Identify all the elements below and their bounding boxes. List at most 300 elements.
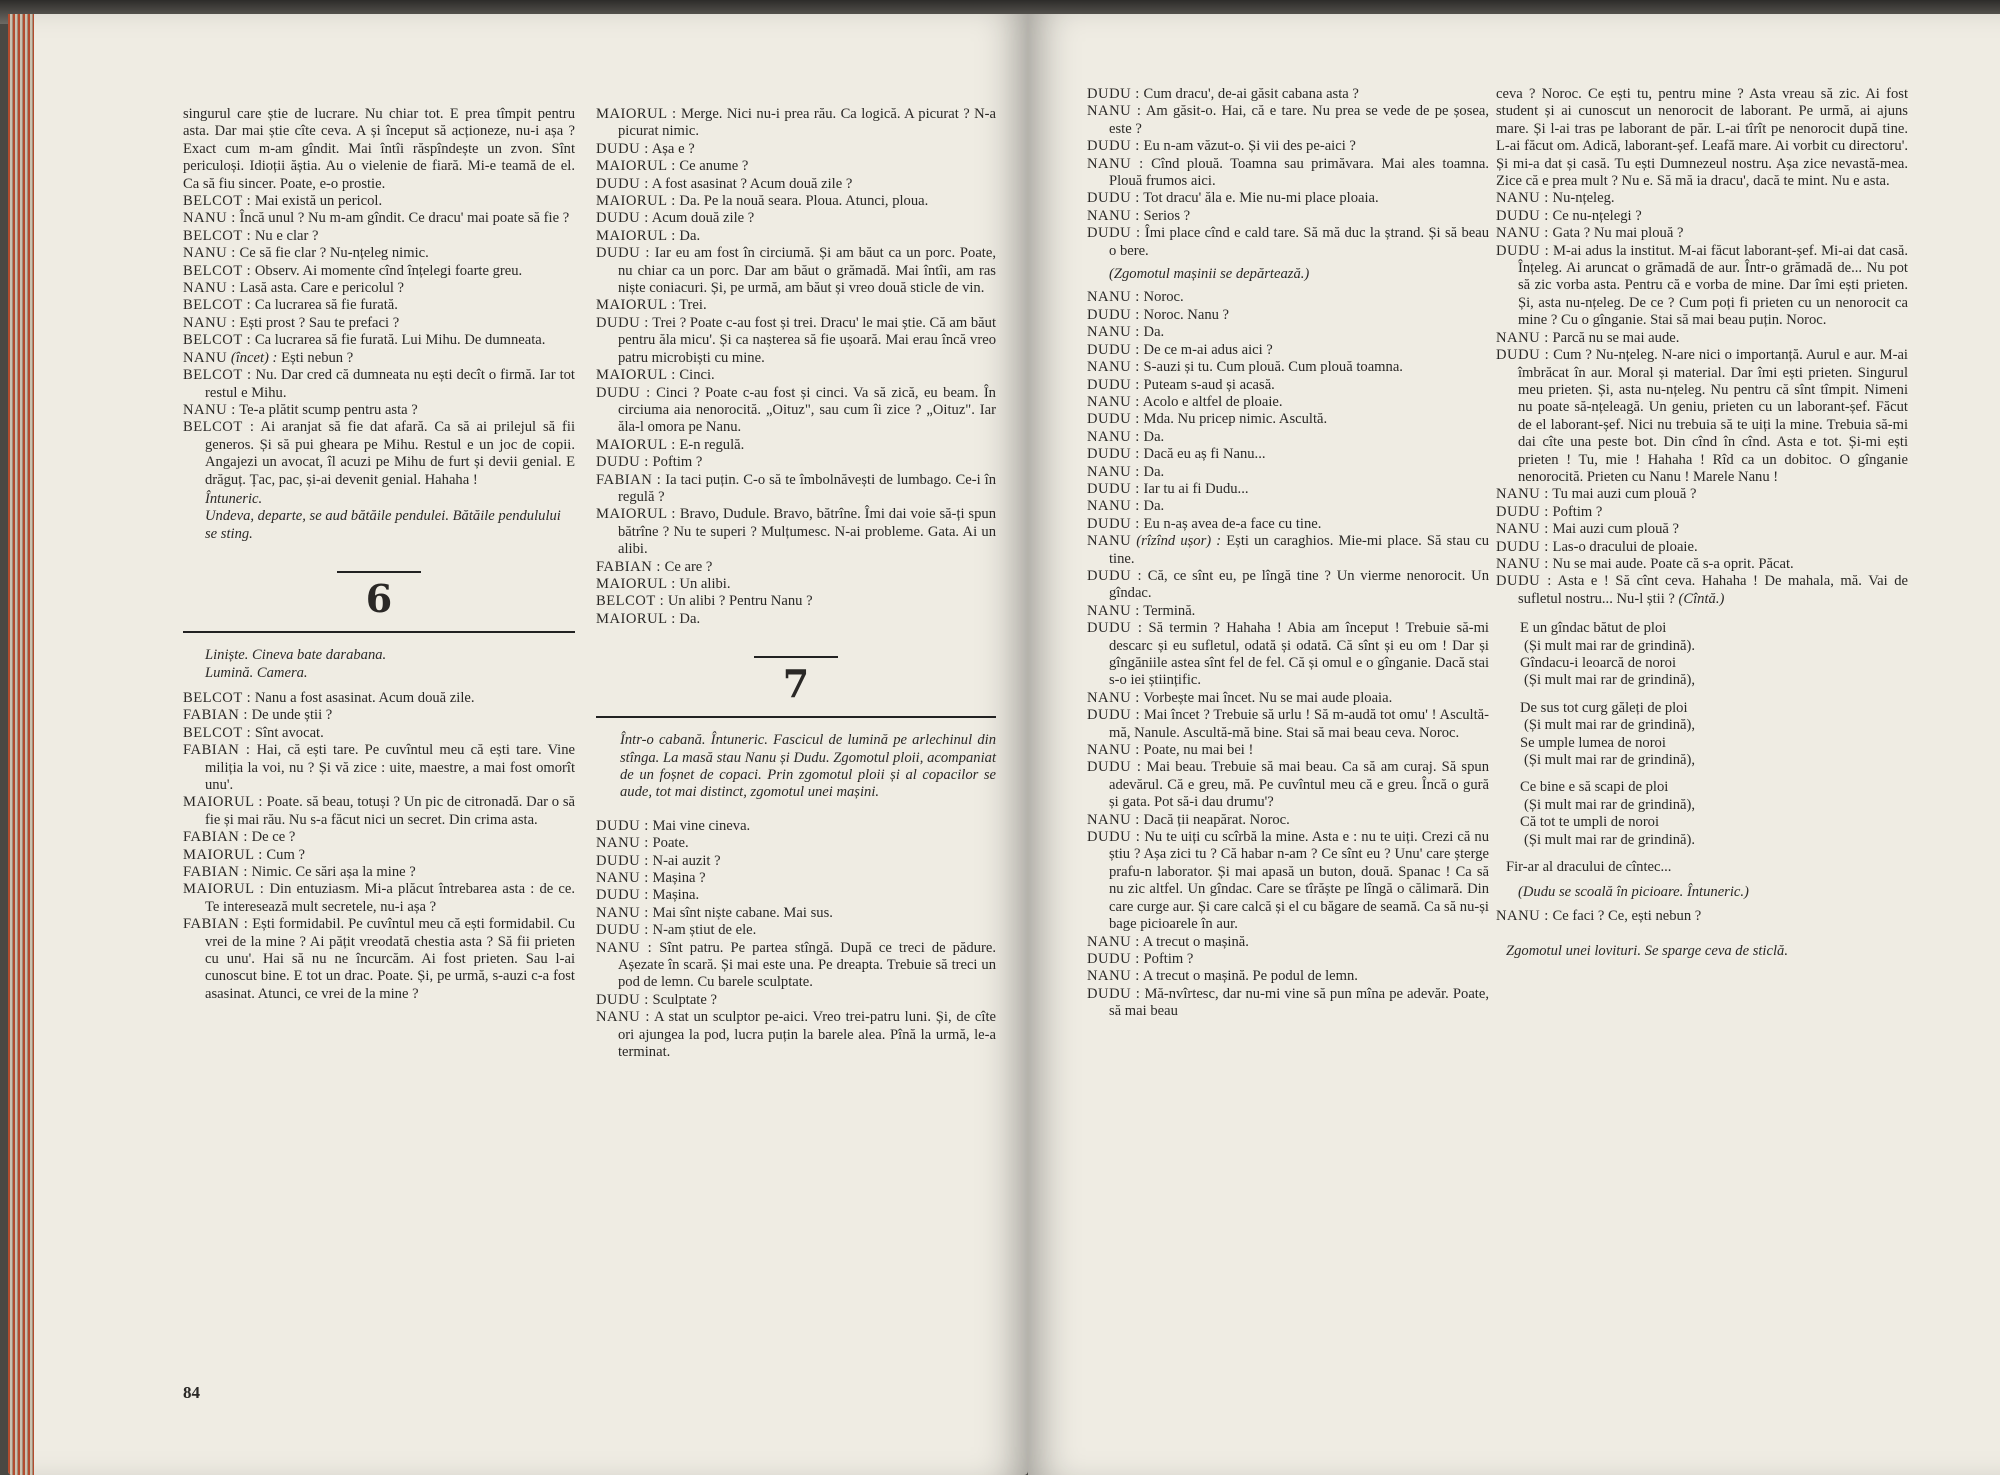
line-text: Da. <box>1143 324 1165 341</box>
speaker-name: DUDU : <box>1087 567 1142 584</box>
dialogue-line <box>596 576 996 593</box>
stage-direction-text: (Dudu se scoală în picioare. Întuneric.) <box>1518 884 1749 901</box>
scene-number: 6 <box>365 576 393 622</box>
dialogue-line <box>1087 377 1489 394</box>
dialogue-line <box>596 193 996 210</box>
line-text: Dacă ții neapărat. Noroc. <box>1143 811 1290 828</box>
section-rule <box>754 656 838 658</box>
speaker-name: DUDU : <box>1496 538 1549 555</box>
line-text: Mai încet ? Trebuie să urlu ! Să m-audă tot omu' ! Ascultă-mă, Nanule. Ascultă-mă bine. Stai să mai beau ceva. Noroc. <box>1109 707 1489 741</box>
speaker-name: NANU : <box>1087 359 1140 376</box>
scene5-text <box>183 106 575 489</box>
dialogue-line <box>183 881 575 916</box>
speaker-name: NANU <box>183 349 228 366</box>
inline-direction: (Cîntă.) <box>1678 590 1725 607</box>
song-stanza <box>1520 620 1908 690</box>
line-text: Tu mai auzi cum plouă ? <box>1552 486 1697 503</box>
speaker-name: DUDU : <box>596 210 649 227</box>
dialogue-line <box>596 593 996 610</box>
dialogue-line <box>596 853 996 870</box>
line-text: Ce anume ? <box>679 158 749 175</box>
speaker-name: NANU : <box>1496 486 1549 503</box>
line-text: Să termin ? Hahaha ! Abia am început ! Trebuie să-mi descarc și eu sufletul, odată și odată. Că sînt și eu om ! Dar și gîngăniile astea sînt fel de fel. Că și omul e o gînganie. Dacă stai s-o iei științific. <box>1109 620 1489 689</box>
speaker-name: MAIORUL : <box>596 158 676 175</box>
speaker-name: BELCOT : <box>183 367 252 384</box>
stage-direction-text: (Zgomotul mașinii se depărtează.) <box>1109 266 1310 283</box>
line-text: Merge. Nici nu-i prea rău. Ca logică. A picurat ? N-a picurat nimic. <box>618 106 996 140</box>
speaker-name: DUDU : <box>596 175 649 192</box>
line-text: Ia taci puțin. C-o să te îmbolnăvești de lumbago. Ce-i în regulă ? <box>618 471 996 505</box>
dialogue-line <box>183 742 575 794</box>
dialogue-line <box>596 385 996 437</box>
dialogue-line <box>1496 908 1908 925</box>
dialogue-line <box>1087 411 1489 428</box>
speaker-name: NANU : <box>1087 602 1140 619</box>
line-text: Te-a plătit scump pentru asta ? <box>239 401 418 418</box>
dialogue-line <box>1087 533 1489 568</box>
dialogue-line <box>183 297 575 314</box>
left-column-1 <box>183 106 575 1003</box>
direction-line: Întuneric. <box>205 490 263 507</box>
line-text: Cum dracu', de-ai găsit cabana asta ? <box>1143 86 1359 102</box>
song-stanza <box>1520 700 1908 770</box>
line-text: Ești prost ? Sau te prefaci ? <box>239 314 400 331</box>
line-text: Poftim ? <box>1552 503 1603 520</box>
line-text: Mai există un pericol. <box>254 193 383 210</box>
dialogue-line <box>596 940 996 992</box>
dialogue-line <box>1087 289 1489 306</box>
speaker-name: DUDU : <box>1087 138 1140 155</box>
speaker-name: DUDU : <box>1087 86 1140 102</box>
dialogue-line <box>183 367 575 402</box>
speaker-name: DUDU : <box>596 454 649 471</box>
dialogue-line <box>1087 103 1489 138</box>
dialogue-line <box>1087 446 1489 463</box>
speaker-name: NANU : <box>1087 742 1140 759</box>
speaker-name: BELCOT : <box>183 332 252 349</box>
speaker-name: NANU : <box>1087 933 1140 950</box>
scene6-continued <box>596 106 996 628</box>
line-text: Puteam s-aud și acasă. <box>1143 376 1275 393</box>
inline-direction: (încet) : <box>230 349 278 366</box>
dialogue-line <box>1496 330 1908 347</box>
line-text: Poate. să beau, totuși ? Un pic de citronadă. Dar o să fie și mai rău. Nu s-a făcut nici un secret. Din crima asta. <box>205 794 575 828</box>
line-text: Sînt avocat. <box>254 724 324 741</box>
line-text: Mai beau. Trebuie să mai beau. Ca să am curaj. Să spun adevărul. Că e greu, mă. Pe cuvîntul meu că e greu. Încă o gură și gata. Pot să-i dau drumu'? <box>1109 759 1489 811</box>
final-direction: Zgomotul unei lovituri. Se sparge ceva de sticlă. <box>1506 943 1788 960</box>
speaker-name: NANU : <box>1496 329 1549 346</box>
speaker-name: FABIAN : <box>183 916 249 933</box>
line-text: Ce faci ? Ce, ești nebun ? <box>1552 907 1702 924</box>
dialogue-line <box>183 707 575 724</box>
speaker-name: NANU : <box>183 314 236 331</box>
line-text: De unde știi ? <box>251 707 333 724</box>
line-text: Din entuziasm. Mi-a plăcut întrebarea asta : de ce. Te interesează mult secretele, nu-i așa ? <box>205 881 576 915</box>
dialogue-line <box>1087 986 1489 1021</box>
line-text: A fost asasinat ? Acum două zile ? <box>651 175 853 192</box>
line-text: Ești nebun ? <box>281 349 354 366</box>
song-line: Se umple lumea de noroi <box>1520 734 1666 751</box>
speaker-name: MAIORUL : <box>596 297 676 314</box>
line-text: Mașina ? <box>652 870 706 887</box>
speaker-name: DUDU : <box>1087 759 1142 776</box>
speaker-name: NANU : <box>1087 689 1140 706</box>
line-text: Observ. Ai momente cînd înțelegi foarte greu. <box>254 262 523 279</box>
direction-line: Liniște. Cineva bate darabana. <box>205 647 387 664</box>
dialogue-line <box>596 297 996 314</box>
speaker-name: FABIAN : <box>596 471 662 488</box>
line-text: Poate. <box>652 835 689 852</box>
line-text: Ce să fie clar ? Nu-nțeleg nimic. <box>239 245 429 262</box>
dialogue-line <box>183 315 575 332</box>
left-column-2 <box>596 106 996 1062</box>
speaker-name: BELCOT : <box>183 227 252 244</box>
scene6-directions <box>183 647 575 682</box>
speaker-name: NANU : <box>596 904 649 921</box>
dialogue-line <box>1087 156 1489 191</box>
dialogue-line <box>183 847 575 864</box>
dialogue-line <box>596 992 996 1009</box>
line-text: Nu te uiți cu scîrbă la mine. Asta e : nu te uiți. Crezi că nu știu ? Așa zici tu ? Că habar n-am ? Ce sînt eu ? Unu' care șterge prafu-n laborator. Și mai apasă un buton, două. Spanac ! Ca să nu zic altfel. Un gîndac. Care se tîrăște pe lîngă o călimară. Din care curge aur. Și care calcă și el cu băgare de seamă. Ca să nu-și bage picioarele în aur. <box>1109 829 1489 933</box>
dialogue-line <box>183 794 575 829</box>
line-text: Eu n-aș avea de-a face cu tine. <box>1143 515 1322 532</box>
speaker-name: MAIORUL : <box>183 846 263 863</box>
song-line: E un gîndac bătut de ploi <box>1520 620 1667 637</box>
speaker-name: FABIAN : <box>183 742 251 759</box>
inline-direction: (rîzînd ușor) : <box>1136 533 1222 550</box>
speaker-name: DUDU : <box>1087 446 1140 463</box>
line-text: ceva ? Noroc. Ce ești tu, pentru mine ? Asta vreau să zic. Ai fost student și ai cunoscut un nenorocit de laborant. Pe urmă, ai ajuns mare. Și l-ai tras pe laborant de păr. L-ai tîrît pe nenorocit după tine. L-ai făcut om. Adică, laborant-șef. Leafă mare. Ai vorbit cu directoru'. Și mi-a dat și casă. Tu ești Dumnezeul nostru. Așa zice nevastă-mea. Zice că e prea mult ? Nu e. Să mă ia dracu', dacă te mint. Nu e asta. <box>1496 86 1908 190</box>
line-text: M-ai adus la institut. M-ai făcut laborant-șef. Mi-ai dat casă. Înțeleg. Ai aruncat o grămadă de aur. Într-o grămadă de... Nu pot să zic vorba asta. Pentru că e vorba de mine. Dar îmi ești prieten. Și, asta nu-nțeleg. De ce ? Cum poți fi prieten cu un nenorocit ca mine ? Cu o gînganie. Stai să mai beau puțin. Noroc. <box>1518 242 1908 329</box>
line-text: De ce ? <box>251 829 296 846</box>
speaker-name: NANU : <box>1496 190 1549 207</box>
speaker-name: NANU : <box>596 870 649 887</box>
line-text: Că, ce sînt eu, pe lîngă tine ? Un vierme nenorocit. Un gîndac. <box>1109 567 1489 602</box>
speaker-name: DUDU : <box>1087 411 1140 428</box>
dialogue-line <box>1496 347 1908 486</box>
speaker-name: NANU : <box>1087 103 1142 120</box>
speaker-name: NANU : <box>1496 225 1549 242</box>
speaker-name: NANU : <box>1087 324 1140 341</box>
dialogue-line <box>1087 429 1489 446</box>
line-text: Noroc. Nanu ? <box>1143 306 1230 323</box>
dialogue-line <box>183 864 575 881</box>
dialogue-line <box>596 472 996 507</box>
line-text: Tot dracu' ăla e. Mie nu-mi place ploaia. <box>1143 190 1379 207</box>
line-text: Dacă eu aș fi Nanu... <box>1143 446 1266 463</box>
line-text: Ca lucrarea să fie furată. Lui Mihu. De dumneata. <box>254 332 546 349</box>
line-text: Încă unul ? Nu m-am gîndit. Ce dracu' mai poate să fie ? <box>239 210 570 227</box>
line-text: Cum ? Nu-nțeleg. N-are nici o importanță. Aurul e aur. M-ai îmbrăcat în aur. Moral și material. Dar îmi ești prieten. Singurul meu prieten. Și, asta nu-nțeleg. Nu pentru că sînt tîmpit. Nimeni nu poate să-nțeleagă. Un geniu, prieten cu un laborant-șef. Făcut de el laborant-șef. Nici nu trebuia să te uiți la mine. Trebuia să-mi dai cîte una peste bot. Din cînd în cînd. Asta e tot. Și-mi ești prieten ! Tu, mie ! Hahaha ! Rîd ca un dobitoc. O gînganie nenorocită. Prieten cu Nanu ! Marele Nanu ! <box>1518 347 1908 485</box>
speaker-name: DUDU : <box>596 245 650 262</box>
speaker-name: FABIAN : <box>596 558 661 575</box>
line-text: Sculptate ? <box>652 991 717 1008</box>
line-text: Nu e clar ? <box>254 227 319 244</box>
dialogue-line <box>1087 324 1489 341</box>
line-text: Cînd plouă. Toamna sau primăvara. Mai ales toamna. Plouă frumos aici. <box>1109 155 1489 190</box>
divider <box>183 631 575 633</box>
line-text: Poate, nu mai bei ! <box>1143 742 1254 759</box>
dialogue-line <box>183 106 575 193</box>
song-line: (Și mult mai rar de grindină), <box>1524 672 1696 689</box>
line-text: Mda. Nu pricep nimic. Ascultă. <box>1143 411 1328 428</box>
dialogue-line <box>183 263 575 280</box>
speaker-name: FABIAN : <box>183 707 248 724</box>
scene-number: 7 <box>782 661 810 707</box>
dialogue-line <box>1087 342 1489 359</box>
dialogue-line <box>596 1009 996 1061</box>
dialogue-line <box>183 228 575 245</box>
dialogue-line <box>183 402 575 419</box>
speaker-name: DUDU : <box>1087 707 1141 724</box>
left-page <box>8 14 1028 1475</box>
line-text: Las-o dracului de ploaie. <box>1552 538 1698 555</box>
line-text: S-auzi și tu. Cum plouă. Cum plouă toamna. <box>1143 359 1403 376</box>
dialogue-line <box>1496 556 1908 573</box>
dialogue-line <box>1496 225 1908 242</box>
line-text: Da. Pe la nouă seara. Ploua. Atunci, ploua. <box>679 193 929 210</box>
line-text: Da. <box>1143 463 1165 480</box>
line-text: Da. <box>1143 498 1165 515</box>
dialogue-line <box>596 905 996 922</box>
line-text: Poftim ? <box>1143 950 1194 967</box>
speaker-name: NANU : <box>183 280 236 297</box>
line-text: Acum două zile ? <box>651 210 755 227</box>
dialogue-line <box>596 887 996 904</box>
dialogue-line <box>596 245 996 297</box>
dialogue-line <box>1087 568 1489 603</box>
speaker-name: NANU : <box>1087 393 1140 410</box>
dialogue-line <box>596 315 996 367</box>
speaker-name: NANU : <box>1496 555 1549 572</box>
speaker-name: DUDU : <box>596 140 649 157</box>
line-text: Termină. <box>1143 602 1196 619</box>
dialogue-line <box>596 818 996 835</box>
line-text: Ca lucrarea să fie furată. <box>254 297 398 314</box>
speaker-name: NANU : <box>596 1009 650 1026</box>
dialogue-line <box>1087 812 1489 829</box>
dialogue-line <box>596 559 996 576</box>
speaker-name: DUDU : <box>596 384 651 401</box>
line-text: Bravo, Dudule. Bravo, bătrîne. Îmi dai voie să-ți spun bătrîne ? Nu te superi ? Mulțumesc. N-ai probleme. Gata. Ai un alibi. <box>618 506 997 558</box>
dialogue-line <box>1087 86 1489 103</box>
speaker-name: BELCOT : <box>183 297 252 314</box>
song-stanza <box>1520 779 1908 849</box>
speaker-name: DUDU : <box>1087 950 1140 967</box>
line-text: Un alibi ? Pentru Nanu ? <box>667 593 813 610</box>
dialogue-line <box>183 916 575 1003</box>
dialogue-line <box>183 829 575 846</box>
line-text: E-n regulă. <box>679 436 745 453</box>
dialogue-line <box>1496 190 1908 207</box>
speaker-name: NANU : <box>1087 968 1140 985</box>
speaker-name: BELCOT : <box>183 689 252 706</box>
speaker-name: DUDU : <box>1496 242 1550 259</box>
dialogue-line <box>596 506 996 558</box>
dialogue-line <box>1496 573 1908 608</box>
speaker-name: DUDU : <box>596 887 649 904</box>
line-text: Cinci. <box>679 367 715 384</box>
speaker-name: NANU : <box>1087 428 1140 445</box>
speaker-name: DUDU : <box>1087 341 1140 358</box>
line-text: Trei ? Poate c-au fost și trei. Dracu' le mai știe. Că am băut pentru ăla micu'. Și ca nașterea să fie ușoară. Mai erau încă vreo patru microbiști cu mine. <box>618 314 996 366</box>
speaker-name: DUDU : <box>1087 190 1140 207</box>
dialogue-line <box>596 210 996 227</box>
song-line: (Și mult mai rar de grindină), <box>1524 717 1696 734</box>
line-text: De ce m-ai adus aici ? <box>1143 341 1273 358</box>
speaker-name: NANU : <box>183 401 236 418</box>
dialogue-line <box>1087 603 1489 620</box>
dialogue-line <box>1496 243 1908 330</box>
line-text: Parcă nu se mai aude. <box>1552 329 1680 346</box>
dialogue-line <box>183 332 575 349</box>
line-text: Mai vine cineva. <box>652 817 751 834</box>
line-text: Acolo e altfel de ploaie. <box>1142 393 1283 410</box>
song-line: Că tot te umpli de noroi <box>1520 814 1660 831</box>
song-end: Fir-ar al dracului de cîntec... <box>1506 859 1672 876</box>
speaker-name: DUDU : <box>596 852 649 869</box>
line-text: Eu n-am văzut-o. Și vii des pe-aici ? <box>1143 138 1356 155</box>
dialogue-line <box>1087 225 1489 260</box>
direction-line: Undeva, departe, se aud bătăile pendulei. Bătăile pendulului se sting. <box>205 508 561 542</box>
dialogue-line <box>1087 742 1489 759</box>
speaker-name: NANU : <box>1087 463 1140 480</box>
speaker-name: NANU : <box>183 210 236 227</box>
scene7-text <box>596 818 996 1062</box>
line-text: Nu se mai aude. Poate că s-a oprit. Păcat. <box>1552 555 1794 572</box>
line-text: Ce nu-nțelegi ? <box>1552 207 1642 224</box>
line-text: A trecut o mașină. Pe podul de lemn. <box>1142 968 1358 985</box>
line-text: Nanu a fost asasinat. Acum două zile. <box>254 689 475 706</box>
divider <box>596 716 996 718</box>
speaker-name: DUDU : <box>1087 515 1140 532</box>
line-text: Da. <box>679 610 701 627</box>
line-text: Un alibi. <box>679 575 731 592</box>
dialogue-line <box>1496 86 1908 190</box>
speaker-name: DUDU : <box>1087 225 1141 242</box>
line-text: Trei. <box>679 297 707 314</box>
line-text: Serios ? <box>1143 207 1191 224</box>
line-text: A trecut o mașină. <box>1142 933 1249 950</box>
speaker-name: DUDU : <box>1087 829 1141 846</box>
dialogue-line <box>596 106 996 141</box>
dialogue-line <box>1087 968 1489 985</box>
speaker-name: NANU : <box>1087 498 1140 515</box>
speaker-name: NANU <box>1087 533 1132 550</box>
line-text: Îmi place cînd e cald tare. Să mă duc la ștrand. Și să beau o bere. <box>1109 225 1489 259</box>
scene7-directions: Într-o cabană. Întuneric. Fascicul de lumină pe arlechinul din stînga. La masă stau Nanu și Dudu. Zgomotul ploii, acompaniat de un foșnet de copaci. Prin zgomotul ploii și al copacilor se aude, tot mai distinct, zgomotul unei mașini. <box>620 732 996 801</box>
dialogue-line <box>183 419 575 489</box>
line-text: Am găsit-o. Hai, că e tare. Nu prea se vede de pe șosea, este ? <box>1109 103 1490 137</box>
line-text: Iar eu am fost în circiumă. Și am băut ca un porc. Poate, nu chiar ca un porc. Dar am băut o grămadă. Mai întîi, am ras niște coniacuri. Și, pe urmă, am băut și vreo două sticle de vin. <box>618 245 996 297</box>
line-text: N-ai auzit ? <box>652 852 721 869</box>
speaker-name: BELCOT : <box>183 262 252 279</box>
speaker-name: MAIORUL : <box>596 227 676 244</box>
page-edges <box>8 14 34 1475</box>
dialogue-line <box>1087 359 1489 376</box>
dialogue-line <box>1087 951 1489 968</box>
dialogue-line <box>1087 498 1489 515</box>
speaker-name: NANU : <box>1087 155 1144 172</box>
line-text: Gata ? Nu mai plouă ? <box>1552 225 1684 242</box>
speaker-name: NANU : <box>596 939 653 956</box>
speaker-name: MAIORUL : <box>596 506 676 523</box>
song-line: (Și mult mai rar de grindină), <box>1524 796 1696 813</box>
line-text: Mai auzi cum plouă ? <box>1552 521 1679 538</box>
dialogue-line <box>183 350 575 367</box>
speaker-name: NANU : <box>183 245 236 262</box>
speaker-name: DUDU : <box>1087 306 1140 323</box>
dialogue-line <box>596 454 996 471</box>
speaker-name: NANU : <box>1496 521 1549 538</box>
line-text: Cinci ? Poate c-au fost și cinci. Va să zică, eu beam. În circiuma aia nenorocită. „Oituz", sau cum îi zice ? „Oituz". Iar ăla-l omora pe Nanu. <box>618 384 996 436</box>
line-text: Ai aranjat să fie dat afară. Ca să ai prilejul să fii generos. Și să pui gheara pe Mihu. Restul e un joc de copii. Angajezi un avocat, îl acuzi pe Mihu de furt și devii genial. E drăguț. Țac, pac, și-ai devenit genial. Hahaha ! <box>205 419 575 488</box>
dialogue-line <box>1087 138 1489 155</box>
dialogue-line <box>1087 208 1489 225</box>
dialogue-line <box>183 210 575 227</box>
page-number: 84 <box>183 1383 200 1402</box>
song-line: Gîndacu-i leoarcă de noroi <box>1520 655 1676 671</box>
dialogue-line <box>1496 208 1908 225</box>
line-text: Ești formidabil. Pe cuvîntul meu că ești formidabil. Cu vrei de la mine ? Ai pățit vreodată chestia asta ? Să fii prieten cu unu'. Hai să nu ne încurcăm. Ai fost prieten. Sau l-ai cunoscut bine. E tot un drac. Poate. Și, pe urmă, s-auzi c-a fost asasinat. Atunci, ce vrei de la mine ? <box>205 916 575 1002</box>
speaker-name: DUDU : <box>1496 347 1550 364</box>
speaker-name: DUDU : <box>596 991 649 1008</box>
dialogue-line <box>596 141 996 158</box>
line-text: singurul care știe de lucrare. Nu chiar tot. E prea tîmpit pentru asta. Dar mai știe cîte ceva. A și început să acționeze, nu-i așa ? Exact cum m-am gîndit. Mai întîi răspîndește un zvon. Sînt periculoși. Idioții ăștia. Au o vielenie de fiară. Mi-e teamă de el. Ca să fiu sincer. Poate, e-o prostie. <box>183 106 575 192</box>
line-text: Poftim ? <box>652 454 703 471</box>
dialogue-line <box>596 611 996 628</box>
speaker-name: DUDU : <box>1496 207 1549 224</box>
speaker-name: MAIORUL : <box>596 436 676 453</box>
dialogue-line <box>596 176 996 193</box>
speaker-name: DUDU : <box>596 314 649 331</box>
dialogue-line <box>183 690 575 707</box>
song-line: Ce bine e să scapi de ploi <box>1520 779 1669 796</box>
speaker-name: NANU : <box>1087 811 1140 828</box>
speaker-name: DUDU : <box>1087 985 1141 1002</box>
speaker-name: BELCOT : <box>183 724 252 741</box>
dialogue-line <box>596 437 996 454</box>
line-text: Vorbește mai încet. Nu se mai aude ploaia. <box>1143 689 1393 706</box>
dialogue-line <box>1496 504 1908 521</box>
direction-line: Lumină. Camera. <box>205 664 308 681</box>
line-text: Ce are ? <box>664 558 713 575</box>
speaker-name: MAIORUL : <box>596 367 676 384</box>
song-line: (Și mult mai rar de grindină). <box>1524 831 1696 848</box>
line-text: Mașina. <box>652 887 700 904</box>
line-text: A stat un sculptor pe-aici. Vreo trei-patru luni. Și, de cîte ori ajungea la pod, lucra puțin la barele alea. Pînă la urmă, le-a terminat. <box>618 1009 996 1061</box>
speaker-name: DUDU : <box>596 817 649 834</box>
line-text: Mai sînt niște cabane. Mai sus. <box>652 904 833 921</box>
dialogue-line <box>1087 307 1489 324</box>
dialogue-line <box>1087 464 1489 481</box>
section-rule <box>337 571 421 573</box>
line-text: Nu. Dar cred că dumneata nu ești decît o firmă. Iar tot restul e Mihu. <box>205 367 575 401</box>
line-text: Așa e ? <box>651 140 695 157</box>
dialogue-line <box>596 367 996 384</box>
line-text: Asta e ! Să cînt ceva. Hahaha ! De mahala, mă. Vai de sufletul nostru... Nu-l știi ? <box>1518 573 1908 607</box>
dialogue-line <box>1087 481 1489 498</box>
speaker-name: MAIORUL : <box>596 610 676 627</box>
line-text: Noroc. <box>1143 289 1184 306</box>
dialogue-line <box>1087 516 1489 533</box>
line-text: Iar tu ai fi Dudu... <box>1143 480 1249 497</box>
right-column-1 <box>1087 86 1489 1021</box>
speaker-name: MAIORUL : <box>596 575 676 592</box>
stage-direction <box>1496 884 1908 901</box>
dialogue-line <box>1087 394 1489 411</box>
stage-direction <box>1087 266 1489 283</box>
